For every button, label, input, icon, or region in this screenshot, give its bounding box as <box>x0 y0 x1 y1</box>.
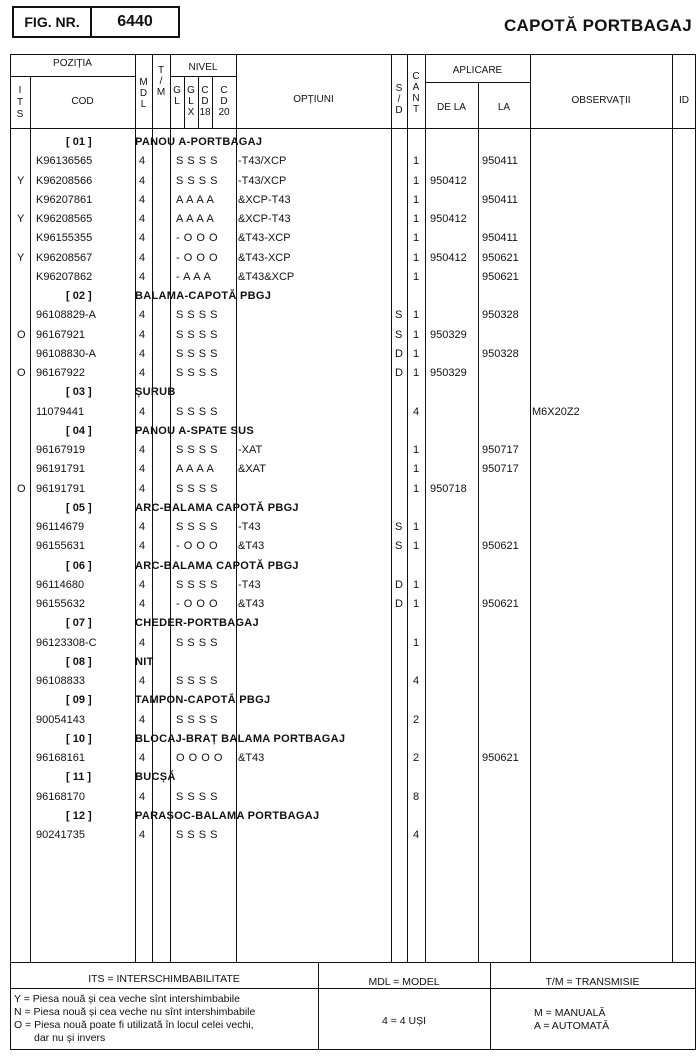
part-model: 4 <box>139 309 146 321</box>
header-id: ID <box>679 95 689 106</box>
part-side: D <box>395 579 403 591</box>
part-nivel: - A A A <box>176 271 211 283</box>
section-name: PANOU A-SPATE SUS <box>135 425 254 437</box>
part-quantity: 1 <box>413 175 420 187</box>
part-code: 96123308-C <box>36 637 97 649</box>
footer-divider <box>10 988 696 989</box>
figure-label: FIG. NR. <box>14 8 92 36</box>
col-line-cd18 <box>198 76 199 128</box>
part-side: S <box>395 521 403 533</box>
section-name: NIT <box>135 656 154 668</box>
col-line-dela <box>425 54 426 962</box>
part-nivel: - O O O <box>176 252 218 264</box>
col-line-la <box>478 82 479 962</box>
col-line-obs <box>530 54 531 962</box>
part-nivel: S S S S <box>176 791 218 803</box>
part-optiuni: &XAT <box>238 463 266 475</box>
mdl-legend-title: MDL = MODEL <box>368 976 440 988</box>
part-to: 950717 <box>482 463 519 475</box>
nivel-divider <box>170 76 236 77</box>
part-quantity: 1 <box>413 637 420 649</box>
part-nivel: S S S S <box>176 348 218 360</box>
part-observation: M6X20Z2 <box>532 406 580 418</box>
header-nivel-sub: C <box>201 85 209 96</box>
part-code: 96167922 <box>36 367 85 379</box>
part-model: 4 <box>139 329 146 341</box>
part-optiuni: -XAT <box>238 444 263 456</box>
col-line-its <box>30 76 31 128</box>
part-nivel: S S S S <box>176 637 218 649</box>
section-position: [ 10 ] <box>66 733 92 745</box>
part-optiuni: -T43 <box>238 579 261 591</box>
header-mdl-letter: D <box>139 88 148 99</box>
header-optiuni: OPȚIUNI <box>293 94 334 105</box>
part-code: 96108833 <box>36 675 85 687</box>
section-position: [ 12 ] <box>66 810 92 822</box>
part-nivel: S S S S <box>176 675 218 687</box>
part-to: 950328 <box>482 348 519 360</box>
part-quantity: 1 <box>413 367 420 379</box>
header-observatii: OBSERVAȚII <box>571 95 631 106</box>
page-title: CAPOTĂ PORTBAGAJ <box>503 16 692 35</box>
section-position: [ 08 ] <box>66 656 92 668</box>
part-optiuni: &XCP-T43 <box>238 194 291 206</box>
part-nivel: S S S S <box>176 309 218 321</box>
part-to: 950621 <box>482 252 519 264</box>
part-quantity: 1 <box>413 252 420 264</box>
part-code: 96167921 <box>36 329 85 341</box>
part-model: 4 <box>139 752 146 764</box>
part-side: S <box>395 329 403 341</box>
part-model: 4 <box>139 483 146 495</box>
body-bottom-line <box>10 962 696 963</box>
section-position: [ 03 ] <box>66 386 92 398</box>
its-legend-line-y: Y = Piesa nouă și cea veche sînt intershimbabile <box>14 993 240 1005</box>
part-nivel: S S S S <box>176 714 218 726</box>
part-quantity: 4 <box>413 829 420 841</box>
part-code: K96208566 <box>36 175 93 187</box>
part-quantity: 1 <box>413 598 420 610</box>
part-model: 4 <box>139 714 146 726</box>
part-model: 4 <box>139 521 146 533</box>
header-tm-letter: / <box>159 76 163 87</box>
header-cant-letter: A <box>412 82 420 93</box>
part-quantity: 1 <box>413 540 420 552</box>
section-position: [ 05 ] <box>66 502 92 514</box>
part-code: 96114679 <box>36 521 85 533</box>
part-code: K96208567 <box>36 252 93 264</box>
section-name: BLOCAJ-BRAȚ BALAMA PORTBAGAJ <box>135 733 346 745</box>
part-model: 4 <box>139 252 146 264</box>
header-tm-letter: M <box>156 87 166 98</box>
part-quantity: 2 <box>413 752 420 764</box>
part-to: 950411 <box>482 194 518 206</box>
section-name: PANOU A-PORTBAGAJ <box>135 136 263 148</box>
header-cant-letter: T <box>412 104 420 115</box>
part-model: 4 <box>139 463 146 475</box>
part-nivel: O O O O <box>176 752 223 764</box>
section-position: [ 01 ] <box>66 136 92 148</box>
part-quantity: 8 <box>413 791 420 803</box>
part-code: 96191791 <box>36 463 85 475</box>
section-position: [ 09 ] <box>66 694 92 706</box>
part-nivel: A A A A <box>176 463 214 475</box>
part-from: 950329 <box>430 367 467 379</box>
part-side: D <box>395 348 403 360</box>
mdl-legend-value: 4 = 4 UȘI <box>381 1015 427 1027</box>
part-its: O <box>17 367 26 379</box>
section-name: CHEDER-PORTBAGAJ <box>135 617 259 629</box>
part-nivel: S S S S <box>176 444 218 456</box>
part-model: 4 <box>139 406 146 418</box>
part-code: 96155632 <box>36 598 85 610</box>
part-quantity: 1 <box>413 194 420 206</box>
col-line-cd20 <box>212 76 213 128</box>
part-nivel: - O O O <box>176 540 218 552</box>
header-pozitia: POZIȚIA <box>53 58 92 69</box>
part-quantity: 1 <box>413 155 420 167</box>
section-name: ȘURUB <box>135 386 176 398</box>
section-position: [ 11 ] <box>66 771 92 783</box>
section-name: PARAȘOC-BALAMA PORTBAGAJ <box>135 810 320 822</box>
part-model: 4 <box>139 579 146 591</box>
part-model: 4 <box>139 829 146 841</box>
its-legend-line-n: N = Piesa nouă și cea veche nu sînt intershimbabile <box>14 1006 256 1018</box>
part-from: 950412 <box>430 213 467 225</box>
header-nivel-sub: L <box>188 96 194 107</box>
part-quantity: 1 <box>413 483 420 495</box>
part-optiuni: -T43/XCP <box>238 155 287 167</box>
part-its: O <box>17 483 26 495</box>
part-model: 4 <box>139 791 146 803</box>
part-model: 4 <box>139 598 146 610</box>
part-model: 4 <box>139 348 146 360</box>
part-quantity: 1 <box>413 232 420 244</box>
part-model: 4 <box>139 213 146 225</box>
part-model: 4 <box>139 540 146 552</box>
part-quantity: 4 <box>413 675 420 687</box>
header-de-la: DE LA <box>437 102 466 113</box>
part-nivel: S S S S <box>176 829 218 841</box>
part-optiuni: -T43 <box>238 521 261 533</box>
tm-legend-auto: A = AUTOMATĂ <box>534 1020 610 1032</box>
part-nivel: S S S S <box>176 155 218 167</box>
header-cod: COD <box>71 96 94 107</box>
part-to: 950621 <box>482 271 519 283</box>
part-quantity: 1 <box>413 579 420 591</box>
section-name: TAMPON-CAPOTĂ PBGJ <box>135 694 271 706</box>
header-its-letter: T <box>16 97 24 108</box>
header-nivel-sub: 18 <box>199 107 211 118</box>
part-code: 96168170 <box>36 791 85 803</box>
part-to: 950717 <box>482 444 519 456</box>
part-nivel: - O O O <box>176 598 218 610</box>
part-nivel: S S S S <box>176 483 218 495</box>
part-to: 950621 <box>482 598 519 610</box>
part-code: 96168161 <box>36 752 85 764</box>
header-cant-letter: N <box>412 93 420 104</box>
part-optiuni: &T43 <box>238 598 265 610</box>
part-optiuni: -T43/XCP <box>238 175 287 187</box>
part-code: 96114680 <box>36 579 85 591</box>
its-legend-line-o-cont: dar nu și invers <box>34 1032 106 1044</box>
part-optiuni: &T43-XCP <box>238 232 291 244</box>
part-optiuni: &T43&XCP <box>238 271 295 283</box>
part-to: 950621 <box>482 752 519 764</box>
its-legend-line-o: O = Piesa nouă poate fi utilizată în locul celei vechi, <box>14 1019 254 1031</box>
part-model: 4 <box>139 232 146 244</box>
part-optiuni: &T43-XCP <box>238 252 291 264</box>
header-nivel-sub: D <box>201 96 209 107</box>
part-nivel: A A A A <box>176 213 214 225</box>
header-cant-letter: C <box>412 71 420 82</box>
part-quantity: 1 <box>413 213 420 225</box>
header-nivel-sub: G <box>187 85 195 96</box>
header-nivel-sub: C <box>220 85 228 96</box>
part-model: 4 <box>139 444 146 456</box>
part-code: K96208565 <box>36 213 93 225</box>
part-code: K96155355 <box>36 232 93 244</box>
header-mdl-letter: L <box>140 99 147 110</box>
part-optiuni: &XCP-T43 <box>238 213 291 225</box>
part-code: 11079441 <box>36 406 85 418</box>
part-its: Y <box>17 175 25 187</box>
part-quantity: 1 <box>413 329 420 341</box>
part-model: 4 <box>139 271 146 283</box>
col-line-id <box>672 54 673 962</box>
section-position: [ 02 ] <box>66 290 92 302</box>
part-from: 950718 <box>430 483 467 495</box>
part-optiuni: &T43 <box>238 752 265 764</box>
header-aplicare: APLICARE <box>452 65 503 76</box>
part-model: 4 <box>139 155 146 167</box>
part-quantity: 1 <box>413 271 420 283</box>
part-nivel: S S S S <box>176 175 218 187</box>
part-quantity: 1 <box>413 444 420 456</box>
header-nivel: NIVEL <box>188 62 218 73</box>
part-from: 950412 <box>430 252 467 264</box>
part-nivel: S S S S <box>176 521 218 533</box>
part-nivel: S S S S <box>176 406 218 418</box>
header-sd-letter: / <box>397 94 401 105</box>
part-nivel: S S S S <box>176 367 218 379</box>
part-optiuni: &T43 <box>238 540 265 552</box>
part-nivel: A A A A <box>176 194 214 206</box>
part-code: 96167919 <box>36 444 85 456</box>
section-name: BUCȘĂ <box>135 771 176 783</box>
part-model: 4 <box>139 367 146 379</box>
part-to: 950328 <box>482 309 519 321</box>
part-quantity: 4 <box>413 406 420 418</box>
part-model: 4 <box>139 637 146 649</box>
col-line-sd <box>391 54 392 962</box>
part-side: D <box>395 598 403 610</box>
part-side: S <box>395 309 403 321</box>
part-side: S <box>395 540 403 552</box>
part-nivel: - O O O <box>176 232 218 244</box>
part-nivel: S S S S <box>176 579 218 591</box>
tm-legend-title: T/M = TRANSMISIE <box>545 976 640 988</box>
figure-number-box <box>12 6 180 38</box>
header-sd-letter: S <box>395 83 403 94</box>
header-nivel-sub: 20 <box>218 107 230 118</box>
header-bottom-line <box>10 128 696 129</box>
header-its-letter: S <box>16 109 24 120</box>
section-name: ARC-BALAMA CAPOTĂ PBGJ <box>135 560 299 572</box>
part-code: 96191791 <box>36 483 85 495</box>
header-nivel-sub: X <box>187 107 195 118</box>
part-from: 950329 <box>430 329 467 341</box>
section-name: BALAMA-CAPOTĂ PBGJ <box>135 290 272 302</box>
section-name: ARC-BALAMA CAPOTĂ PBGJ <box>135 502 299 514</box>
part-code: K96136565 <box>36 155 93 167</box>
header-mdl-letter: M <box>139 77 148 88</box>
header-sd-letter: D <box>395 105 403 116</box>
part-model: 4 <box>139 194 146 206</box>
its-legend-title: ITS = INTERSCHIMBABILITATE <box>88 973 240 985</box>
header-nivel-sub: L <box>174 96 180 107</box>
col-line-glx <box>184 76 185 128</box>
part-quantity: 1 <box>413 309 420 321</box>
section-position: [ 04 ] <box>66 425 92 437</box>
part-quantity: 1 <box>413 463 420 475</box>
part-its: Y <box>17 213 25 225</box>
part-code: 90054143 <box>36 714 85 726</box>
part-to: 950411 <box>482 155 518 167</box>
part-code: K96207861 <box>36 194 93 206</box>
part-code: 96155631 <box>36 540 85 552</box>
part-code: 90241735 <box>36 829 85 841</box>
figure-number: 6440 <box>117 13 153 30</box>
part-from: 950412 <box>430 175 467 187</box>
header-its-letter: I <box>18 85 22 96</box>
part-quantity: 1 <box>413 348 420 360</box>
pozitia-divider <box>10 76 135 77</box>
part-its: O <box>17 329 26 341</box>
part-model: 4 <box>139 675 146 687</box>
tm-legend-manual: M = MANUALĂ <box>534 1007 606 1019</box>
part-to: 950621 <box>482 540 519 552</box>
part-code: 96108829-A <box>36 309 96 321</box>
part-nivel: S S S S <box>176 329 218 341</box>
header-la: LA <box>497 102 511 113</box>
part-side: D <box>395 367 403 379</box>
part-its: Y <box>17 252 25 264</box>
header-nivel-sub: G <box>173 85 181 96</box>
part-quantity: 1 <box>413 521 420 533</box>
part-quantity: 2 <box>413 714 420 726</box>
section-position: [ 06 ] <box>66 560 92 572</box>
part-code: K96207862 <box>36 271 93 283</box>
header-nivel-sub: D <box>220 96 228 107</box>
parts-table-frame <box>10 54 696 1050</box>
header-tm-letter: T <box>157 65 165 76</box>
section-position: [ 07 ] <box>66 617 92 629</box>
col-line-its-body <box>30 128 31 962</box>
part-to: 950411 <box>482 232 518 244</box>
part-model: 4 <box>139 175 146 187</box>
part-code: 96108830-A <box>36 348 96 360</box>
col-line-cant <box>407 54 408 962</box>
